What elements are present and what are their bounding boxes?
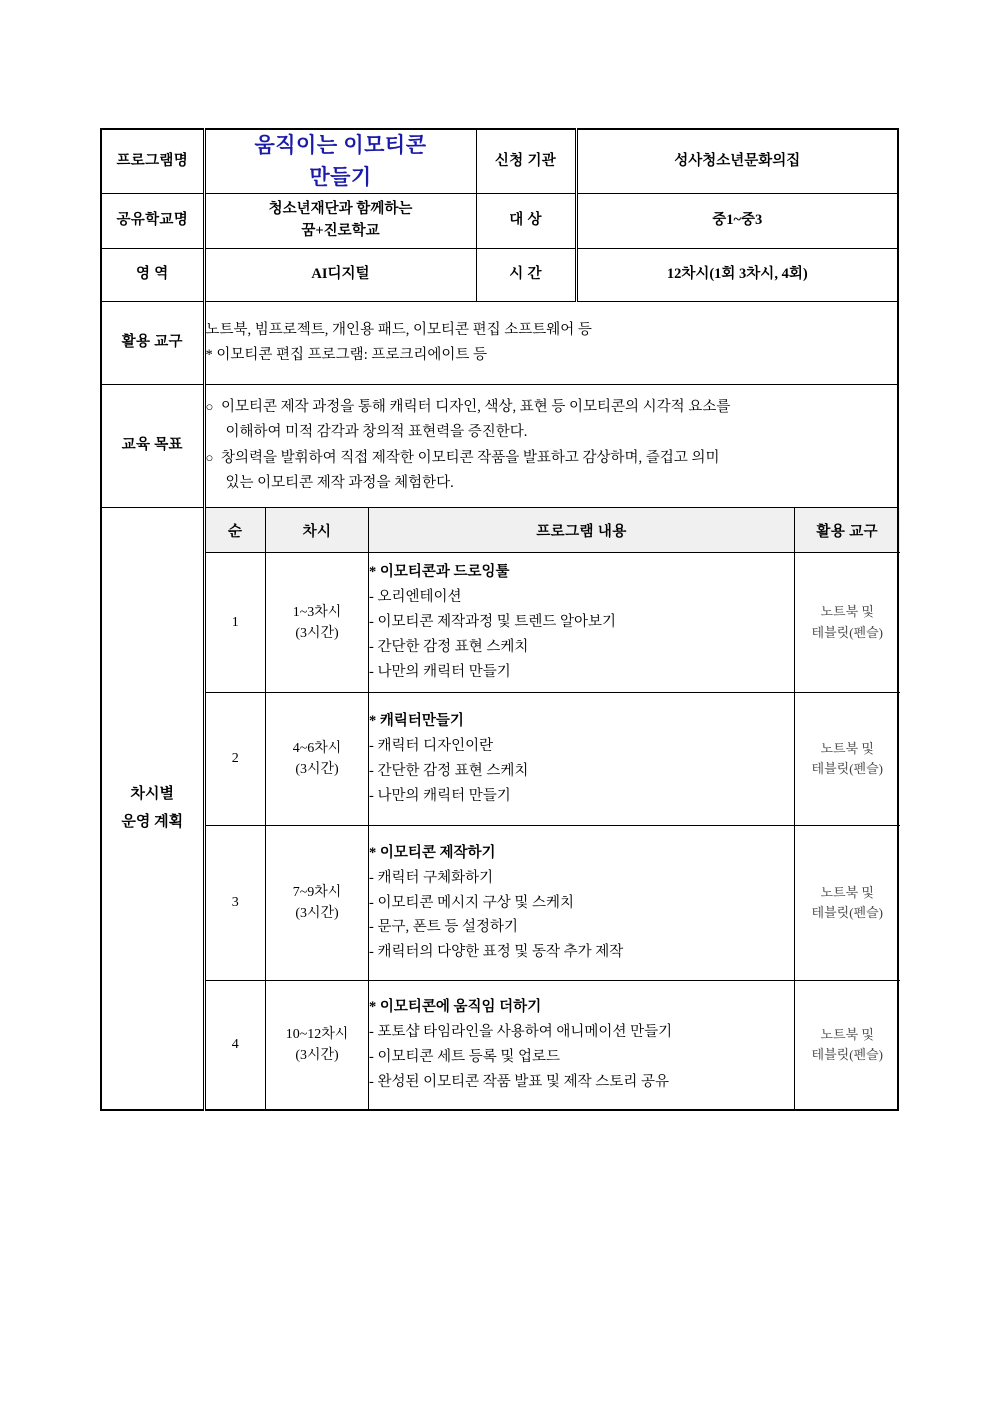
program-plan-table — [100, 128, 899, 1111]
content-item: - 이모티콘 제작과정 및 트렌드 알아보기 — [369, 614, 617, 631]
session-line1: 10~12차시 — [285, 1026, 349, 1042]
value-area: AI디지털 — [204, 249, 476, 302]
value-tools — [204, 302, 898, 385]
label-time: 시 간 — [476, 249, 576, 302]
value-time: 12차시(1회 3차시, 4회) — [576, 249, 898, 302]
cell-session — [266, 553, 369, 693]
label-tools: 활용 교구 — [101, 302, 204, 385]
content-heading: * 캐릭터만들기 — [369, 713, 464, 730]
tool-line1: 노트북 및 — [820, 604, 874, 620]
session-line1: 1~3차시 — [292, 604, 342, 620]
bullet-icon: ○ — [205, 450, 214, 465]
value-objectives — [204, 385, 898, 508]
content-heading: * 이모티콘에 움직임 더하기 — [369, 998, 542, 1015]
table-row-area — [101, 249, 898, 302]
tools-line-1: 노트북, 빔프로젝트, 개인용 패드, 이모티콘 편집 소프트웨어 등 — [205, 321, 592, 338]
content-item: - 오리엔테이션 — [369, 589, 462, 606]
bullet-icon: ○ — [205, 399, 214, 415]
cell-session — [266, 981, 369, 1109]
cell-session — [266, 826, 369, 981]
schedule-container — [204, 508, 898, 1110]
label-agency: 신청 기관 — [476, 129, 576, 194]
value-program-title — [204, 129, 476, 194]
table-row-school-name — [101, 194, 898, 249]
schedule-label-line1: 차시별 — [130, 785, 174, 802]
content-item: - 이모티콘 메시지 구상 및 스케치 — [369, 894, 575, 911]
school-name-line2: 꿈+진로학교 — [301, 223, 380, 239]
cell-tools — [795, 981, 900, 1109]
objective-1-line2: 이해하여 미적 감각과 창의적 표현력을 증진한다. — [225, 424, 528, 441]
objective-2-line2: 있는 이모티콘 제작 과정을 체험한다. — [225, 474, 454, 491]
table-row-schedule — [101, 508, 898, 1110]
value-agency: 성사청소년문화의집 — [576, 129, 898, 194]
cell-tools — [795, 553, 900, 693]
content-item: - 이모티콘 세트 등록 및 업로드 — [369, 1048, 561, 1065]
label-schedule — [101, 508, 204, 1110]
label-school-name: 공유학교명 — [101, 194, 204, 249]
content-item: - 캐릭터의 다양한 표정 및 동작 추가 제작 — [369, 944, 624, 961]
label-objectives: 교육 목표 — [101, 385, 204, 508]
cell-content — [369, 826, 795, 981]
cell-no: 2 — [206, 693, 266, 826]
table-row — [206, 693, 900, 826]
content-item: - 나만의 캐릭터 만들기 — [369, 787, 511, 804]
label-program-name: 프로그램명 — [101, 129, 204, 194]
content-item: - 간단한 감정 표현 스케치 — [369, 763, 529, 779]
content-item: - 캐릭터 구체화하기 — [369, 869, 494, 886]
objective-item-2 — [206, 446, 898, 496]
cell-content — [369, 693, 795, 826]
column-header-session: 차시 — [266, 508, 369, 553]
program-title-line2: 만들기 — [309, 164, 372, 189]
schedule-header-row — [206, 508, 900, 553]
cell-content — [369, 553, 795, 693]
objective-item-1 — [206, 395, 898, 445]
label-area: 영 역 — [101, 249, 204, 302]
tools-line-2: * 이모티콘 편집 프로그램: 프로크리에이트 등 — [205, 347, 488, 363]
objective-1-line1: 이모티콘 제작 과정을 통해 캐릭터 디자인, 색상, 표현 등 이모티콘의 시각적 요소를 — [220, 399, 731, 416]
tool-line1: 노트북 및 — [820, 884, 874, 900]
objective-2-line1: 창의력을 발휘하여 직접 제작한 이모티콘 작품을 발표하고 감상하며, 즐겁고 의미 — [220, 450, 720, 466]
content-item: - 문구, 폰트 등 설정하기 — [369, 919, 519, 936]
session-line1: 7~9차시 — [292, 885, 342, 900]
column-header-no: 순 — [206, 508, 266, 553]
content-heading: * 이모티콘 제작하기 — [369, 844, 496, 861]
cell-tools — [795, 693, 900, 826]
content-item: - 캐릭터 디자인이란 — [369, 738, 494, 755]
cell-no: 3 — [206, 826, 266, 981]
cell-session — [266, 693, 369, 826]
value-target: 중1~중3 — [576, 194, 898, 249]
label-target: 대 상 — [476, 194, 576, 249]
column-header-tools: 활용 교구 — [795, 508, 900, 553]
school-name-line1: 청소년재단과 함께하는 — [268, 201, 413, 218]
session-line1: 4~6차시 — [292, 741, 342, 756]
content-item: - 완성된 이모티콘 작품 발표 및 제작 스토리 공유 — [369, 1073, 669, 1090]
program-title-line1: 움직이는 이모티콘 — [254, 133, 427, 157]
column-header-content: 프로그램 내용 — [369, 508, 795, 553]
tool-line1: 노트북 및 — [820, 1026, 874, 1042]
table-row-tools — [101, 302, 898, 385]
schedule-table — [206, 508, 900, 1109]
table-row-objectives — [101, 385, 898, 508]
cell-no: 4 — [206, 981, 266, 1109]
value-school-name — [204, 194, 476, 249]
tool-line1: 노트북 및 — [820, 740, 874, 756]
session-line2: (3시간) — [295, 762, 339, 777]
tool-line2: 테블릿(펜슬) — [811, 905, 883, 920]
table-row — [206, 826, 900, 981]
session-line2: (3시간) — [295, 1047, 339, 1063]
tool-line2: 테블릿(펜슬) — [811, 761, 883, 776]
table-row-program-name — [101, 129, 898, 194]
cell-no: 1 — [206, 553, 266, 693]
content-item: - 나만의 캐릭터 만들기 — [369, 663, 511, 680]
table-row — [206, 981, 900, 1109]
cell-content — [369, 981, 795, 1109]
session-line2: (3시간) — [295, 625, 339, 641]
table-row — [206, 553, 900, 693]
cell-tools — [795, 826, 900, 981]
content-item: - 간단한 감정 표현 스케치 — [369, 638, 529, 655]
content-item: - 포토샵 타임라인을 사용하여 애니메이션 만들기 — [369, 1023, 673, 1040]
session-line2: (3시간) — [295, 906, 339, 921]
tool-line2: 테블릿(펜슬) — [811, 624, 883, 640]
tool-line2: 테블릿(펜슬) — [811, 1046, 883, 1062]
content-heading: * 이모티콘과 드로잉툴 — [369, 564, 510, 581]
schedule-label-line2: 운영 계획 — [121, 814, 184, 831]
